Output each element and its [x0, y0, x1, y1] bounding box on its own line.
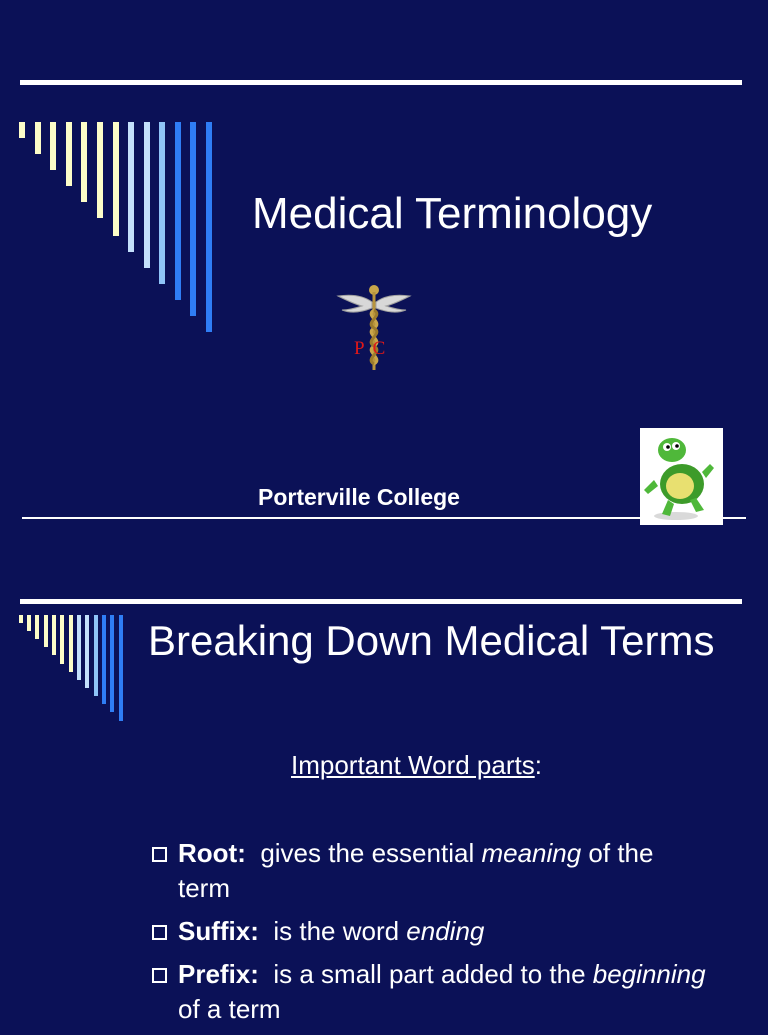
- bar-10: [159, 122, 165, 284]
- bar-9: [144, 122, 150, 268]
- bullet-list: [150, 836, 710, 1035]
- top-rule: [20, 80, 742, 85]
- bullet-term: Prefix:: [178, 959, 259, 989]
- bar-8: [128, 122, 134, 252]
- bar-7: [69, 615, 73, 672]
- turtle-icon: [640, 428, 723, 525]
- bar-6: [97, 122, 103, 218]
- square-bullet-icon: [152, 925, 167, 940]
- bullet-term: Suffix:: [178, 916, 259, 946]
- square-bullet-icon: [152, 968, 167, 983]
- subheading-label: Important Word parts: [291, 750, 535, 780]
- bullet-term: Root:: [178, 838, 246, 868]
- bullet-root: [150, 836, 710, 906]
- bar-5: [81, 122, 87, 202]
- slide-title: Medical Terminology: [252, 189, 653, 238]
- slide-subtitle: Porterville College: [258, 484, 460, 510]
- bullet-text: gives the essential: [260, 838, 482, 868]
- bar-2: [27, 615, 31, 631]
- bar-11: [102, 615, 106, 704]
- bullet-text-end: of a term: [178, 994, 281, 1024]
- pc-logo-text: PC: [354, 338, 394, 359]
- slide-title: Breaking Down Medical Terms: [148, 617, 715, 664]
- bullet-emphasis: meaning: [481, 838, 582, 868]
- bar-10: [94, 615, 98, 696]
- square-bullet-icon: [152, 847, 167, 862]
- bar-13: [206, 122, 212, 332]
- bar-13: [119, 615, 123, 721]
- subheading: [291, 750, 542, 781]
- content-slide: [0, 590, 768, 1024]
- bar-12: [190, 122, 196, 316]
- bar-11: [175, 122, 181, 300]
- bullet-emphasis: ending: [406, 916, 485, 946]
- bar-3: [50, 122, 56, 170]
- bar-2: [35, 122, 41, 154]
- bullet-prefix: [150, 957, 710, 1027]
- bar-1: [19, 615, 23, 623]
- bar-4: [44, 615, 48, 647]
- bullet-text: is the word: [273, 916, 407, 946]
- bar-4: [66, 122, 72, 186]
- bottom-rule: [22, 517, 746, 519]
- bar-5: [52, 615, 56, 655]
- caduceus-icon: [334, 280, 414, 374]
- bullet-text-end: of the term: [178, 838, 654, 903]
- bar-12: [110, 615, 114, 712]
- bar-8: [77, 615, 81, 680]
- bar-6: [60, 615, 64, 664]
- top-rule: [20, 599, 742, 604]
- bullet-suffix: [150, 914, 710, 949]
- subheading-colon: :: [534, 750, 542, 780]
- bullet-emphasis: beginning: [592, 959, 706, 989]
- bar-9: [85, 615, 89, 688]
- bar-7: [113, 122, 119, 236]
- bar-1: [19, 122, 25, 138]
- bar-3: [35, 615, 39, 639]
- bullet-text: is a small part added to the: [273, 959, 593, 989]
